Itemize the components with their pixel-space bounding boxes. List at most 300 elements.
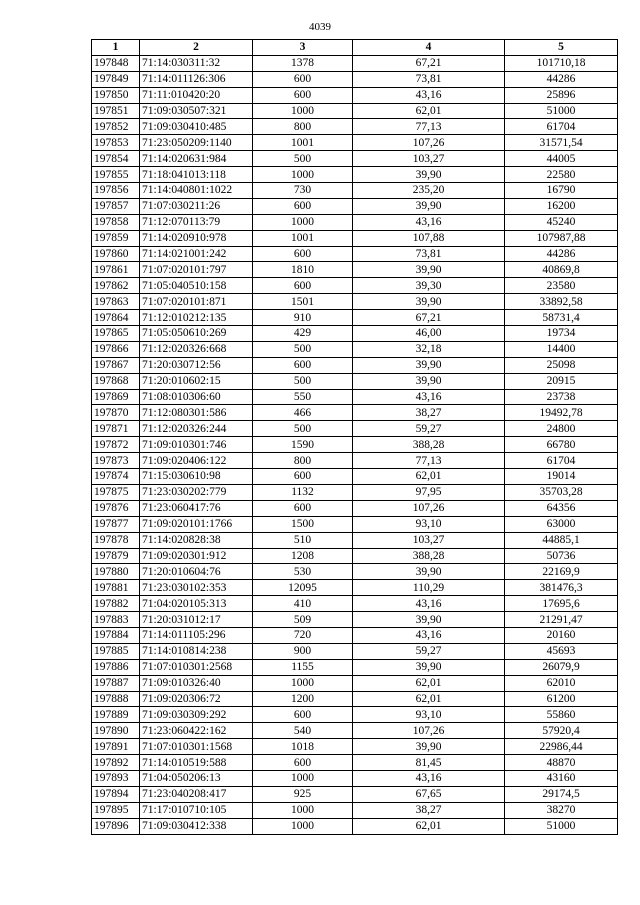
page-number: 4039 — [309, 21, 331, 33]
table-row — [92, 405, 618, 421]
table-cell: 197866 — [92, 341, 140, 357]
table-cell: 81,45 — [353, 755, 505, 771]
table-cell: 197854 — [92, 151, 140, 167]
table-cell: 16790 — [505, 183, 618, 199]
table-cell: 71:09:020101:1766 — [140, 516, 253, 532]
table-cell: 107987,88 — [505, 230, 618, 246]
table-cell: 197883 — [92, 612, 140, 628]
table-row — [92, 596, 618, 612]
table-row — [92, 484, 618, 500]
table-cell: 71:12:080301:586 — [140, 405, 253, 421]
table-cell: 55860 — [505, 707, 618, 723]
table-row — [92, 786, 618, 802]
table-cell: 71:07:030211:26 — [140, 198, 253, 214]
table-row — [92, 198, 618, 214]
table-cell: 197880 — [92, 564, 140, 580]
table-cell: 71:23:060422:162 — [140, 723, 253, 739]
column-header-4: 4 — [353, 40, 505, 56]
table-cell: 197888 — [92, 691, 140, 707]
table-row — [92, 87, 618, 103]
table-cell: 61200 — [505, 691, 618, 707]
table-cell: 600 — [253, 246, 353, 262]
table-cell: 466 — [253, 405, 353, 421]
table-cell: 197858 — [92, 214, 140, 230]
table-cell: 71:07:020101:871 — [140, 294, 253, 310]
table-row — [92, 469, 618, 485]
table-cell: 197872 — [92, 437, 140, 453]
table-cell: 25098 — [505, 357, 618, 373]
table-cell: 550 — [253, 389, 353, 405]
table-cell: 500 — [253, 421, 353, 437]
table-cell: 107,26 — [353, 500, 505, 516]
table-cell: 1132 — [253, 484, 353, 500]
table-row — [92, 691, 618, 707]
table-cell: 197864 — [92, 310, 140, 326]
table-cell: 50736 — [505, 548, 618, 564]
table-cell: 197892 — [92, 755, 140, 771]
table-header-row — [92, 40, 618, 56]
table-cell: 197875 — [92, 484, 140, 500]
table-row — [92, 453, 618, 469]
table-cell: 510 — [253, 532, 353, 548]
table-row — [92, 103, 618, 119]
table-cell: 500 — [253, 341, 353, 357]
table-cell: 600 — [253, 87, 353, 103]
table-row — [92, 643, 618, 659]
table-cell: 58731,4 — [505, 310, 618, 326]
table-cell: 197850 — [92, 87, 140, 103]
table-cell: 1208 — [253, 548, 353, 564]
table-cell: 39,90 — [353, 198, 505, 214]
table-cell: 1155 — [253, 659, 353, 675]
table-cell: 44005 — [505, 151, 618, 167]
table-row — [92, 214, 618, 230]
table-cell: 21291,47 — [505, 612, 618, 628]
table-cell: 71:23:030202:779 — [140, 484, 253, 500]
table-cell: 71:12:010212:135 — [140, 310, 253, 326]
table-cell: 62,01 — [353, 818, 505, 834]
table-cell: 57920,4 — [505, 723, 618, 739]
table-row — [92, 326, 618, 342]
table-row — [92, 770, 618, 786]
table-cell: 35703,28 — [505, 484, 618, 500]
table-cell: 22986,44 — [505, 739, 618, 755]
table-cell: 197861 — [92, 262, 140, 278]
table-cell: 197874 — [92, 469, 140, 485]
table-cell: 197882 — [92, 596, 140, 612]
table-cell: 197867 — [92, 357, 140, 373]
table-cell: 40869,8 — [505, 262, 618, 278]
table-cell: 197876 — [92, 500, 140, 516]
table-cell: 71:09:020306:72 — [140, 691, 253, 707]
column-header-3: 3 — [253, 40, 353, 56]
table-cell: 39,90 — [353, 373, 505, 389]
table-cell: 43,16 — [353, 87, 505, 103]
table-cell: 197855 — [92, 167, 140, 183]
table-cell: 77,13 — [353, 453, 505, 469]
table-row — [92, 755, 618, 771]
table-cell: 67,65 — [353, 786, 505, 802]
table-cell: 197859 — [92, 230, 140, 246]
data-table — [91, 39, 618, 835]
table-cell: 45240 — [505, 214, 618, 230]
table-cell: 381476,3 — [505, 580, 618, 596]
table-cell: 71:09:010301:746 — [140, 437, 253, 453]
table-cell: 730 — [253, 183, 353, 199]
table-cell: 62,01 — [353, 675, 505, 691]
table-cell: 197891 — [92, 739, 140, 755]
table-cell: 71:14:020631:984 — [140, 151, 253, 167]
table-row — [92, 627, 618, 643]
table-cell: 197893 — [92, 770, 140, 786]
table-cell: 103,27 — [353, 151, 505, 167]
table-cell: 16200 — [505, 198, 618, 214]
table-cell: 71:04:050206:13 — [140, 770, 253, 786]
table-row — [92, 437, 618, 453]
table-cell: 197881 — [92, 580, 140, 596]
table-cell: 71:23:050209:1140 — [140, 135, 253, 151]
table-cell: 38,27 — [353, 802, 505, 818]
table-cell: 71:04:020105:313 — [140, 596, 253, 612]
table-row — [92, 230, 618, 246]
table-cell: 71:14:011126:306 — [140, 71, 253, 87]
table-body — [92, 55, 618, 834]
table-cell: 540 — [253, 723, 353, 739]
table-cell: 600 — [253, 198, 353, 214]
table-row — [92, 262, 618, 278]
table-cell: 197885 — [92, 643, 140, 659]
table-cell: 20915 — [505, 373, 618, 389]
table-cell: 51000 — [505, 103, 618, 119]
table-cell: 51000 — [505, 818, 618, 834]
table-cell: 43,16 — [353, 770, 505, 786]
table-row — [92, 183, 618, 199]
table-cell: 197857 — [92, 198, 140, 214]
table-row — [92, 246, 618, 262]
table-cell: 39,90 — [353, 357, 505, 373]
table-cell: 73,81 — [353, 246, 505, 262]
table-row — [92, 55, 618, 71]
table-cell: 429 — [253, 326, 353, 342]
table-row — [92, 135, 618, 151]
table-cell: 71:23:040208:417 — [140, 786, 253, 802]
table-cell: 71:14:011105:296 — [140, 627, 253, 643]
table-cell: 71:15:030610:98 — [140, 469, 253, 485]
table-row — [92, 167, 618, 183]
table-row — [92, 818, 618, 834]
table-row — [92, 723, 618, 739]
table-row — [92, 802, 618, 818]
table-cell: 600 — [253, 500, 353, 516]
table-cell: 197862 — [92, 278, 140, 294]
table-row — [92, 532, 618, 548]
table-cell: 197870 — [92, 405, 140, 421]
column-header-1: 1 — [92, 40, 140, 56]
table-cell: 64356 — [505, 500, 618, 516]
table-cell: 197877 — [92, 516, 140, 532]
table-cell: 71:14:010814:238 — [140, 643, 253, 659]
table-cell: 71:14:020828:38 — [140, 532, 253, 548]
table-row — [92, 310, 618, 326]
table-row — [92, 707, 618, 723]
table-cell: 59,27 — [353, 421, 505, 437]
table-cell: 71:07:010301:1568 — [140, 739, 253, 755]
table-cell: 19734 — [505, 326, 618, 342]
table-cell: 39,90 — [353, 262, 505, 278]
table-cell: 71:23:060417:76 — [140, 500, 253, 516]
table-cell: 43,16 — [353, 389, 505, 405]
table-cell: 197884 — [92, 627, 140, 643]
table-row — [92, 675, 618, 691]
table-cell: 1000 — [253, 103, 353, 119]
table-cell: 38270 — [505, 802, 618, 818]
table-cell: 600 — [253, 755, 353, 771]
table-cell: 71:14:040801:1022 — [140, 183, 253, 199]
table-cell: 71:14:020910:978 — [140, 230, 253, 246]
table-cell: 77,13 — [353, 119, 505, 135]
table-cell: 25896 — [505, 87, 618, 103]
table-cell: 197889 — [92, 707, 140, 723]
table-cell: 71:20:010604:76 — [140, 564, 253, 580]
table-cell: 103,27 — [353, 532, 505, 548]
table-cell: 71:07:020101:797 — [140, 262, 253, 278]
table-cell: 71:07:010301:2568 — [140, 659, 253, 675]
table-cell: 110,29 — [353, 580, 505, 596]
table-cell: 93,10 — [353, 707, 505, 723]
table-cell: 800 — [253, 119, 353, 135]
table-cell: 71:14:021001:242 — [140, 246, 253, 262]
table-cell: 197878 — [92, 532, 140, 548]
table-cell: 71:20:030712:56 — [140, 357, 253, 373]
table-cell: 63000 — [505, 516, 618, 532]
table-cell: 107,88 — [353, 230, 505, 246]
table-cell: 71:12:070113:79 — [140, 214, 253, 230]
table-cell: 197886 — [92, 659, 140, 675]
table-cell: 97,95 — [353, 484, 505, 500]
column-header-2: 2 — [140, 40, 253, 56]
table-cell: 197849 — [92, 71, 140, 87]
table-cell: 67,21 — [353, 55, 505, 71]
table-cell: 500 — [253, 373, 353, 389]
table-cell: 71:09:020301:912 — [140, 548, 253, 564]
table-cell: 197863 — [92, 294, 140, 310]
table-row — [92, 516, 618, 532]
table-row — [92, 278, 618, 294]
table-cell: 197894 — [92, 786, 140, 802]
table-row — [92, 739, 618, 755]
table-cell: 39,90 — [353, 564, 505, 580]
table-cell: 71:05:050610:269 — [140, 326, 253, 342]
table-cell: 600 — [253, 278, 353, 294]
table-cell: 12095 — [253, 580, 353, 596]
table-cell: 19492,78 — [505, 405, 618, 421]
table-cell: 71:23:030102:353 — [140, 580, 253, 596]
table-row — [92, 548, 618, 564]
table-row — [92, 564, 618, 580]
table-cell: 197896 — [92, 818, 140, 834]
table-cell: 509 — [253, 612, 353, 628]
table-cell: 26079,9 — [505, 659, 618, 675]
table-cell: 44286 — [505, 246, 618, 262]
table-cell: 197860 — [92, 246, 140, 262]
table-cell: 1000 — [253, 770, 353, 786]
table-cell: 32,18 — [353, 341, 505, 357]
table-cell: 67,21 — [353, 310, 505, 326]
table-cell: 19014 — [505, 469, 618, 485]
table-cell: 39,90 — [353, 612, 505, 628]
table-cell: 197895 — [92, 802, 140, 818]
table-cell: 59,27 — [353, 643, 505, 659]
table-cell: 71:20:031012:17 — [140, 612, 253, 628]
table-cell: 600 — [253, 357, 353, 373]
table-cell: 197851 — [92, 103, 140, 119]
table-cell: 900 — [253, 643, 353, 659]
table-cell: 197871 — [92, 421, 140, 437]
table-cell: 44286 — [505, 71, 618, 87]
table-cell: 43,16 — [353, 214, 505, 230]
table-cell: 39,90 — [353, 167, 505, 183]
table-cell: 71:08:010306:60 — [140, 389, 253, 405]
table-cell: 530 — [253, 564, 353, 580]
table-cell: 73,81 — [353, 71, 505, 87]
table-cell: 101710,18 — [505, 55, 618, 71]
column-header-5: 5 — [505, 40, 618, 56]
table-cell: 71:18:041013:118 — [140, 167, 253, 183]
table-row — [92, 294, 618, 310]
table-row — [92, 373, 618, 389]
table-cell: 33892,58 — [505, 294, 618, 310]
table-row — [92, 580, 618, 596]
table-cell: 22580 — [505, 167, 618, 183]
table-cell: 38,27 — [353, 405, 505, 421]
table-cell: 61704 — [505, 119, 618, 135]
table-cell: 39,90 — [353, 659, 505, 675]
table-cell: 720 — [253, 627, 353, 643]
table-cell: 1200 — [253, 691, 353, 707]
table-row — [92, 389, 618, 405]
table-cell: 910 — [253, 310, 353, 326]
table-cell: 31571,54 — [505, 135, 618, 151]
table-cell: 61704 — [505, 453, 618, 469]
table-cell: 62,01 — [353, 469, 505, 485]
table-cell: 71:09:030309:292 — [140, 707, 253, 723]
table-cell: 39,30 — [353, 278, 505, 294]
table-cell: 17695,6 — [505, 596, 618, 612]
table-row — [92, 119, 618, 135]
table-cell: 43,16 — [353, 596, 505, 612]
table-cell: 1018 — [253, 739, 353, 755]
table-row — [92, 421, 618, 437]
table-cell: 71:11:010420:20 — [140, 87, 253, 103]
table-cell: 39,90 — [353, 739, 505, 755]
table-cell: 500 — [253, 151, 353, 167]
table-cell: 71:12:020326:668 — [140, 341, 253, 357]
table-cell: 410 — [253, 596, 353, 612]
table-cell: 23738 — [505, 389, 618, 405]
table-cell: 1000 — [253, 802, 353, 818]
table-cell: 1501 — [253, 294, 353, 310]
table-cell: 1000 — [253, 167, 353, 183]
table-cell: 71:12:020326:244 — [140, 421, 253, 437]
table-cell: 107,26 — [353, 135, 505, 151]
table-cell: 1001 — [253, 135, 353, 151]
table-cell: 600 — [253, 707, 353, 723]
table-cell: 71:09:030507:321 — [140, 103, 253, 119]
table-cell: 48870 — [505, 755, 618, 771]
table-cell: 388,28 — [353, 437, 505, 453]
table-cell: 1001 — [253, 230, 353, 246]
table-cell: 800 — [253, 453, 353, 469]
table-cell: 388,28 — [353, 548, 505, 564]
table-cell: 43,16 — [353, 627, 505, 643]
table-cell: 197879 — [92, 548, 140, 564]
table-cell: 1000 — [253, 818, 353, 834]
table-cell: 71:17:010710:105 — [140, 802, 253, 818]
table-cell: 71:09:030412:338 — [140, 818, 253, 834]
table-cell: 197868 — [92, 373, 140, 389]
table-cell: 71:09:020406:122 — [140, 453, 253, 469]
table-cell: 71:09:030410:485 — [140, 119, 253, 135]
table-row — [92, 151, 618, 167]
table-cell: 44885,1 — [505, 532, 618, 548]
table-cell: 600 — [253, 469, 353, 485]
table-cell: 71:05:040510:158 — [140, 278, 253, 294]
table-cell: 197890 — [92, 723, 140, 739]
table-cell: 22169,9 — [505, 564, 618, 580]
table-row — [92, 500, 618, 516]
table-cell: 197887 — [92, 675, 140, 691]
table-cell: 600 — [253, 71, 353, 87]
table-cell: 107,26 — [353, 723, 505, 739]
table-cell: 197865 — [92, 326, 140, 342]
table-cell: 39,90 — [353, 294, 505, 310]
table-row — [92, 341, 618, 357]
table-cell: 1810 — [253, 262, 353, 278]
table-row — [92, 357, 618, 373]
table-row — [92, 659, 618, 675]
table-cell: 71:09:010326:40 — [140, 675, 253, 691]
table-cell: 197869 — [92, 389, 140, 405]
table-cell: 24800 — [505, 421, 618, 437]
table-cell: 1378 — [253, 55, 353, 71]
table-cell: 197853 — [92, 135, 140, 151]
table-cell: 1590 — [253, 437, 353, 453]
table-cell: 197848 — [92, 55, 140, 71]
table-cell: 45693 — [505, 643, 618, 659]
table-row — [92, 71, 618, 87]
table-cell: 925 — [253, 786, 353, 802]
table-cell: 1000 — [253, 675, 353, 691]
table-cell: 66780 — [505, 437, 618, 453]
table-row — [92, 612, 618, 628]
table-cell: 46,00 — [353, 326, 505, 342]
table-cell: 62010 — [505, 675, 618, 691]
table-cell: 93,10 — [353, 516, 505, 532]
table-cell: 29174,5 — [505, 786, 618, 802]
table-cell: 62,01 — [353, 691, 505, 707]
table-cell: 20160 — [505, 627, 618, 643]
table-cell: 197873 — [92, 453, 140, 469]
table-cell: 23580 — [505, 278, 618, 294]
table-cell: 197852 — [92, 119, 140, 135]
table-cell: 43160 — [505, 770, 618, 786]
table-cell: 197856 — [92, 183, 140, 199]
table-cell: 235,20 — [353, 183, 505, 199]
table-cell: 71:20:010602:15 — [140, 373, 253, 389]
table-cell: 1000 — [253, 214, 353, 230]
table-cell: 1500 — [253, 516, 353, 532]
table-cell: 71:14:010519:588 — [140, 755, 253, 771]
